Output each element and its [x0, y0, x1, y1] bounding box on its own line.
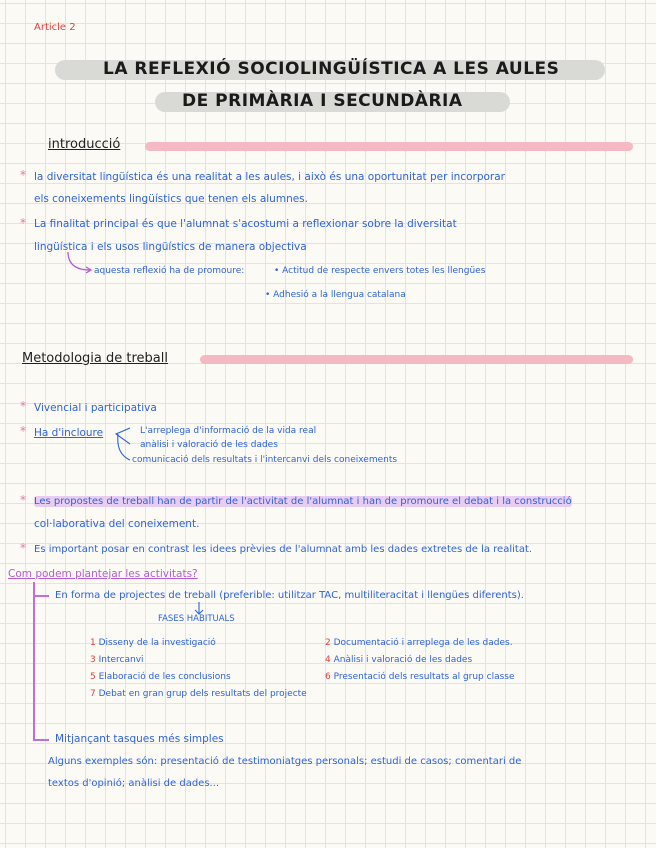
method-b3-line2: col·laborativa del coneixement.	[34, 518, 200, 530]
phase-item: 7 Debat en gran grup dels resultats del projecte	[90, 689, 307, 699]
method-question: Com podem plantejar les activitats?	[8, 568, 198, 580]
phase-item: 6 Presentació dels resultats al grup classe	[325, 672, 515, 682]
arrow-icon	[64, 252, 94, 276]
phase-item: 5 Elaboració de les conclusions	[90, 672, 231, 682]
method-option-1: En forma de projectes de treball (preferible: utilitzar TAC, multiliteracitat i llengües diferents).	[55, 590, 524, 601]
intro-p2-line1: La finalitat principal és que l'alumnat s'acostumi a reflexionar sobre la diversitat	[34, 218, 457, 230]
tree-connector	[33, 739, 49, 741]
intro-sub-item-1: • Actitud de respecte envers totes les llengües	[274, 266, 486, 276]
method-b4: Es important posar en contrast les idees prèvies de l'alumnat amb les dades extretes de la realitat.	[34, 544, 533, 555]
method-b2: Ha d'incloure	[34, 427, 104, 439]
phase-item: 2 Documentació i arreplega de les dades.	[325, 638, 513, 648]
phase-item: 3 Intercanvi	[90, 655, 144, 665]
method-include-1: L'arreplega d'informació de la vida real	[140, 426, 317, 436]
method-heading: Metodologia de treball	[22, 351, 168, 366]
examples-line-1: Alguns exemples són: presentació de testimoniatges personals; estudi de casos; comentari de	[48, 756, 522, 767]
bullet-icon: *	[20, 216, 26, 230]
phases-title: FASES HABITUALS	[158, 614, 235, 624]
method-b3-text: Les propostes de treball han de partir de l'activitat de l'alumnat i han de promoure el debat i la construcció	[34, 496, 572, 507]
intro-heading-bar	[145, 142, 633, 151]
intro-p1-line1: la diversitat lingüística és una realitat a les aules, i això és una oportunitat per incorporar	[34, 171, 505, 183]
intro-sub-lead: aquesta reflexió ha de promoure:	[94, 266, 245, 276]
tree-connector	[33, 595, 49, 597]
bullet-icon: *	[20, 168, 26, 182]
method-option-2: Mitjançant tasques més simples	[55, 733, 224, 745]
bullet-icon: *	[20, 424, 26, 438]
method-b1: Vivencial i participativa	[34, 402, 157, 414]
method-include-2: anàlisi i valoració de les dades	[140, 440, 278, 450]
brace-arrow-icon	[112, 424, 132, 464]
bullet-icon: *	[20, 541, 26, 555]
phase-item: 4 Anàlisi i valoració de les dades	[325, 655, 473, 665]
intro-heading: introducció	[48, 137, 121, 152]
article-tag: Article 2	[34, 22, 76, 33]
intro-p2-line2: lingüística i els usos lingüístics de manera objectiva	[34, 241, 307, 253]
bullet-icon: *	[20, 493, 26, 507]
bullet-icon: *	[20, 399, 26, 413]
examples-line-2: textos d'opinió; anàlisi de dades...	[48, 778, 220, 789]
intro-p1-line2: els coneixements lingüístics que tenen els alumnes.	[34, 193, 308, 205]
phase-item: 1 Disseny de la investigació	[90, 638, 216, 648]
method-heading-bar	[200, 355, 633, 364]
method-include-3: comunicació dels resultats i l'intercanvi dels coneixements	[132, 455, 398, 465]
page-title-line-1: LA REFLEXIÓ SOCIOLINGÜÍSTICA A LES AULES	[103, 59, 560, 79]
tree-connector	[33, 582, 35, 739]
page-title-line-2: DE PRIMÀRIA I SECUNDÀRIA	[182, 91, 463, 111]
method-b3-line1	[34, 496, 572, 507]
intro-sub-item-2: • Adhesió a la llengua catalana	[265, 290, 406, 300]
